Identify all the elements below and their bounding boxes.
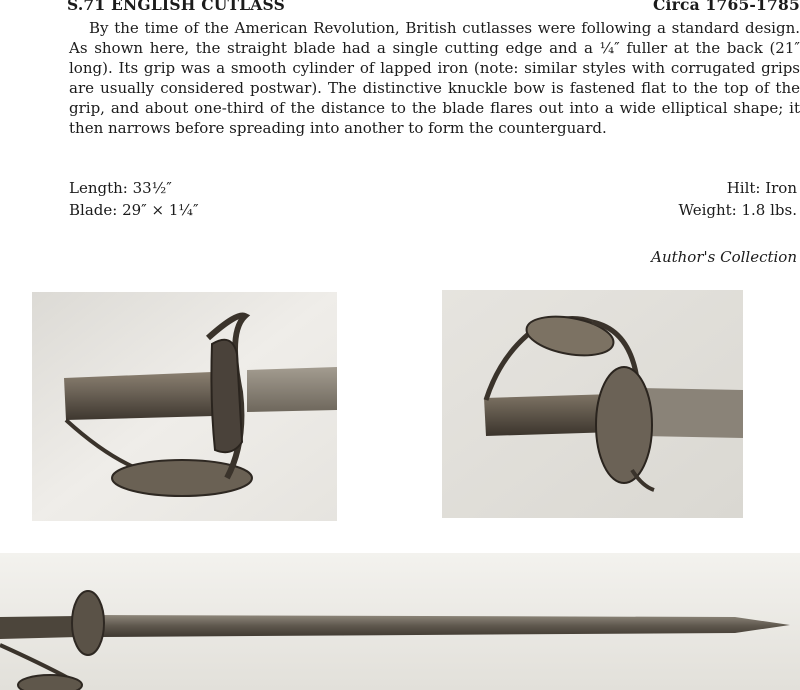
photo-hilt-angled xyxy=(442,290,743,518)
entry-description: By the time of the American Revolution, British cutlasses were following a standard design. As shown here, the straight blade had a single cutting edge and a ¼″ fuller at the back (21″ long). Its grip was a smooth cylinder of lapped iron (note: similar styles with corrugated grips are usually considered postwar). The distinctive knuckle bow is fastened flat to the top of the grip, and about one-third of the distance to the blade flares out into a wide elliptical shape; it then narrows before spreading into another to form the counterguard. xyxy=(69,19,800,137)
entry-title: S.71 ENGLISH CUTLASS xyxy=(67,0,285,14)
entry-header xyxy=(67,0,800,17)
photo-full-cutlass xyxy=(0,553,800,690)
cutlass-full-image xyxy=(0,553,800,690)
cutlass-hilt-angled-image xyxy=(442,290,743,518)
spec-length: Length: 33½″ xyxy=(69,179,172,197)
entry-date: Circa 1765-1785 xyxy=(653,0,800,14)
cutlass-hilt-side-image xyxy=(32,292,337,521)
spec-blade: Blade: 29″ × 1¼″ xyxy=(69,201,199,219)
photo-hilt-side xyxy=(32,292,337,521)
collection-credit: Author's Collection xyxy=(651,248,797,266)
spec-weight: Weight: 1.8 lbs. xyxy=(678,201,797,219)
spec-hilt: Hilt: Iron xyxy=(726,179,797,197)
